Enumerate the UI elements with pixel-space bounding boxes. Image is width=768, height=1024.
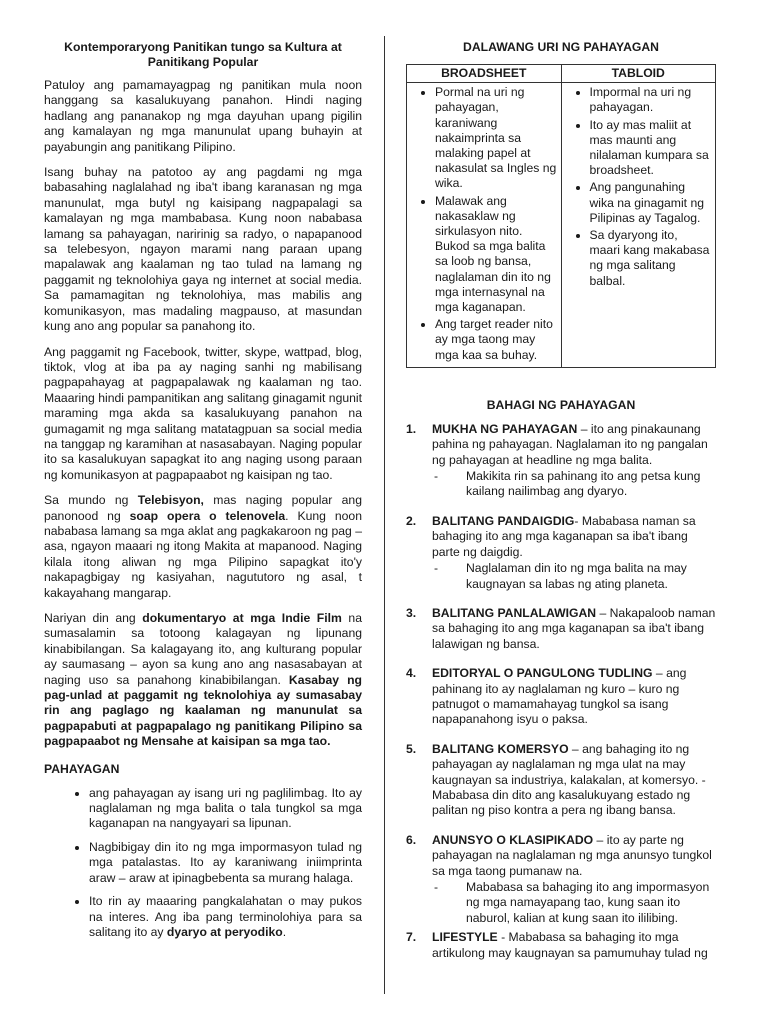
part-item: 5. BALITANG KOMERSYO – ang bahaging ito ng pahayagan ay naglalaman ng mga ulat na may kaugnayan sa industriya, kalakalan, at komersyo. -Mababasa din dito ang kasalukuyang estado ng palitan ng piso kontra a pera ng ibang bansa. — [406, 741, 706, 818]
part-item: 1. MUKHA NG PAHAYAGAN – ito ang pinakaunang pahina ng pahayagan. Naglalaman ito ng pangalan ng pahayagan at headline ng mga balita. - Makikita rin sa pahinang ito ang petsa kung kailang nailimbag ang dyaryo. — [406, 422, 716, 500]
column-header-broadsheet: BROADSHEET — [407, 65, 562, 83]
part-item: 2. BALITANG PANDAIGDIG- Mababasa naman sa bahaging ito ang mga kaganapan sa iba't ibang parte ng daigdig. - Naglalaman din ito ng mga balita na may kaugnayan sa labas ng ating planeta. — [406, 514, 716, 592]
list-item: • Ang pangunahing wika na ginagamit ng Pilipinas ay Tagalog. — [590, 180, 712, 226]
sub-note: - Makikita rin sa pahinang ito ang petsa kung kailang nailimbag ang dyaryo. — [434, 469, 701, 499]
list-item: • Sa dyaryong ito, maari kang makabasa ng mga salitang balbal. — [590, 228, 712, 289]
part-item: 7. LIFESTYLE - Mababasa sa bahaging ito mga artikulong may kaugnayan sa pamumuhay tulad ng — [406, 930, 708, 960]
pahayagan-bullets — [44, 786, 362, 941]
list-item: • Ito ay mas maliit at mas maunti ang nilalaman kumpara sa broadsheet. — [590, 118, 712, 179]
paragraph-2: Isang buhay na patotoo ay ang pagdami ng mga babasahing naglalahad ng iba't ibang karanasan ng mga manunulat, mga butyl ng kaisipang nagpapalagi sa kamalayan ng mga mambabasa. Kung noon nababasa lamang sa pahayagan, naririnig sa radyo, o napapanood sa telebesyon, ngayon marami nang paraan upang mapalawak ang kaalaman ng tao tulad na lamang ng paggamit ng teknolohiya gaya ng internet at social media. Sa pamamagitan ng teknolohiya, mas mabilis ang komunikasyon, mas madaling magpauso, at masundan kung ano ang popular sa panahong ito. — [44, 165, 362, 334]
left-column — [44, 0, 362, 948]
comparison-table — [406, 64, 716, 368]
part-item: 6. ANUNSYO O KLASIPIKADO – ito ay parte ng pahayagan na naglalaman ng mga anunsyo tungkol sa mga taong pumanaw na. - Mababasa sa bahaging ito ang impormasyon ng mga namayapang tao, kung saan ito naburol, kalian at kung saan ito ililibing. — [406, 833, 716, 926]
article-title: Kontemporaryong Panitikan tungo sa Kultura at Panitikang Popular — [64, 40, 342, 69]
table-title: DALAWANG URI NG PAHAYAGAN — [463, 40, 659, 54]
bullet-item: • Nagbibigay din ito ng mga impormasyon tulad ng mga patalastas. Ito ay karaniwang iniimprinta araw – araw at ipinagbebenta sa murang halaga. — [89, 840, 362, 886]
list-item: • Ang target reader nito ay mga taong may mga kaa sa buhay. — [435, 317, 557, 363]
sub-note: - Mababasa sa bahaging ito ang impormasyon ng mga namayapang tao, kung saan ito naburol, kalian at kung saan ito ililibing. — [434, 880, 710, 925]
sub-note: - Naglalaman din ito ng mga balita na may kaugnayan sa labas ng ating planeta. — [434, 561, 687, 591]
part-item: 4. EDITORYAL O PANGULONG TUDLING – ang pahinang ito ay naglalaman ng kuro – kuro ng patnugot o mamamahayag tungkol sa isang napapanahong isyu o paksa. — [406, 666, 687, 727]
list-item: • Impormal na uri ng pahayagan. — [590, 85, 712, 115]
right-column — [406, 0, 716, 975]
list-item: • Malawak ang nakasaklaw ng sirkulasyon nito. Bukod sa mga balita sa loob ng bansa, naglalaman din ito ng mga internasynal na mga kaganapan. — [435, 194, 557, 316]
broadsheet-list — [407, 85, 557, 363]
pahayagan-heading: PAHAYAGAN — [44, 761, 120, 776]
tabloid-cell — [561, 83, 716, 368]
bullet-item: • Ito rin ay maaaring pangkalahatan o may pukos na interes. Ang iba pang terminolohiya para sa salitang ito ay dyaryo at peryodiko. — [89, 894, 362, 940]
list-item: • Pormal na uri ng pahayagan, karaniwang nakaimprinta sa malaking papel at nakasulat sa Ingles ng wika. — [435, 85, 557, 191]
column-divider — [384, 36, 385, 994]
paragraph-1: Patuloy ang pamamayagpag ng panitikan mula noon hanggang sa kasalukuyang panahon. Hindi naging hadlang ang pananakop ng mga dayuhan upang pigilin ang kamalayan ng mga manunulat upang buhayin at payabungin ang panitikang Pilipino. — [44, 78, 362, 154]
broadsheet-cell — [407, 83, 562, 368]
bullet-item: • ang pahayagan ay isang uri ng paglilimbag. Ito ay naglalaman ng mga balita o tala tungkol sa mga kaganapan na nangyayari sa lipunan. — [89, 786, 362, 832]
tabloid-list — [562, 85, 712, 289]
paragraph-4: Sa mundo ng Telebisyon, mas naging popular ang panonood ng soap opera o telenovela. Kung noon nababasa lamang sa mga aklat ang pagkakaroon ng pag – asa, ngayon maaari ng itong Makita at mapanood. Naging kilala itong aliwan ng mga Pilipino sapagkat ito'y nakapagbigay ng kasiyahan, nagututoro ng asal, t kakayahang mangarap. — [44, 493, 362, 600]
paragraph-5: Nariyan din ang dokumentaryo at mga Indie Film na sumasalamin sa totoong kalagayan ng lipunang kinabibilangan. Sa kalagayang ito, ang kulturang popular ay saumasang – ayon sa kung ano ang nasasabayan at naging uso sa panahong kinabibilangan. Kasabay ng pag-unlad at paggamit ng teknolohiya ay sumasabay rin ang paglago ng kaalaman ng manunulat sa pagpapabuti at pagpapalago ng panitikang Pilipino sa pagpapaabot ng Mensahe at kaisipan sa mga tao. — [44, 611, 362, 749]
part-item: 3. BALITANG PANLALAWIGAN – Nakapaloob naman sa bahaging ito ang mga kaganapan sa iba't ibang lalawigan ng bansa. — [406, 605, 716, 651]
section-title: BAHAGI NG PAHAYAGAN — [486, 397, 636, 412]
parts-list — [406, 422, 716, 961]
paragraph-3: Ang paggamit ng Facebook, twitter, skype, wattpad, blog, tiktok, vlog at iba pa ay naging sanhi ng mabilisang pagpapahayag at pagpapalawak ng kaalaman ng tao. Maaaring hindi pampanitikan ang salitang ginagamit ngunit maraming mga akda sa kasalukuyang panahon na gumagamit ng mga salitang matatagpuan sa social media na tanggap ng karamihan at nasasabayan. Naging popular ito sa kasalukuyan sapagkat ito ang naging usong paraan ng komunikasyon at pagpapaabot ng kaisipan ng tao. — [44, 344, 362, 482]
column-header-tabloid: TABLOID — [561, 65, 716, 83]
